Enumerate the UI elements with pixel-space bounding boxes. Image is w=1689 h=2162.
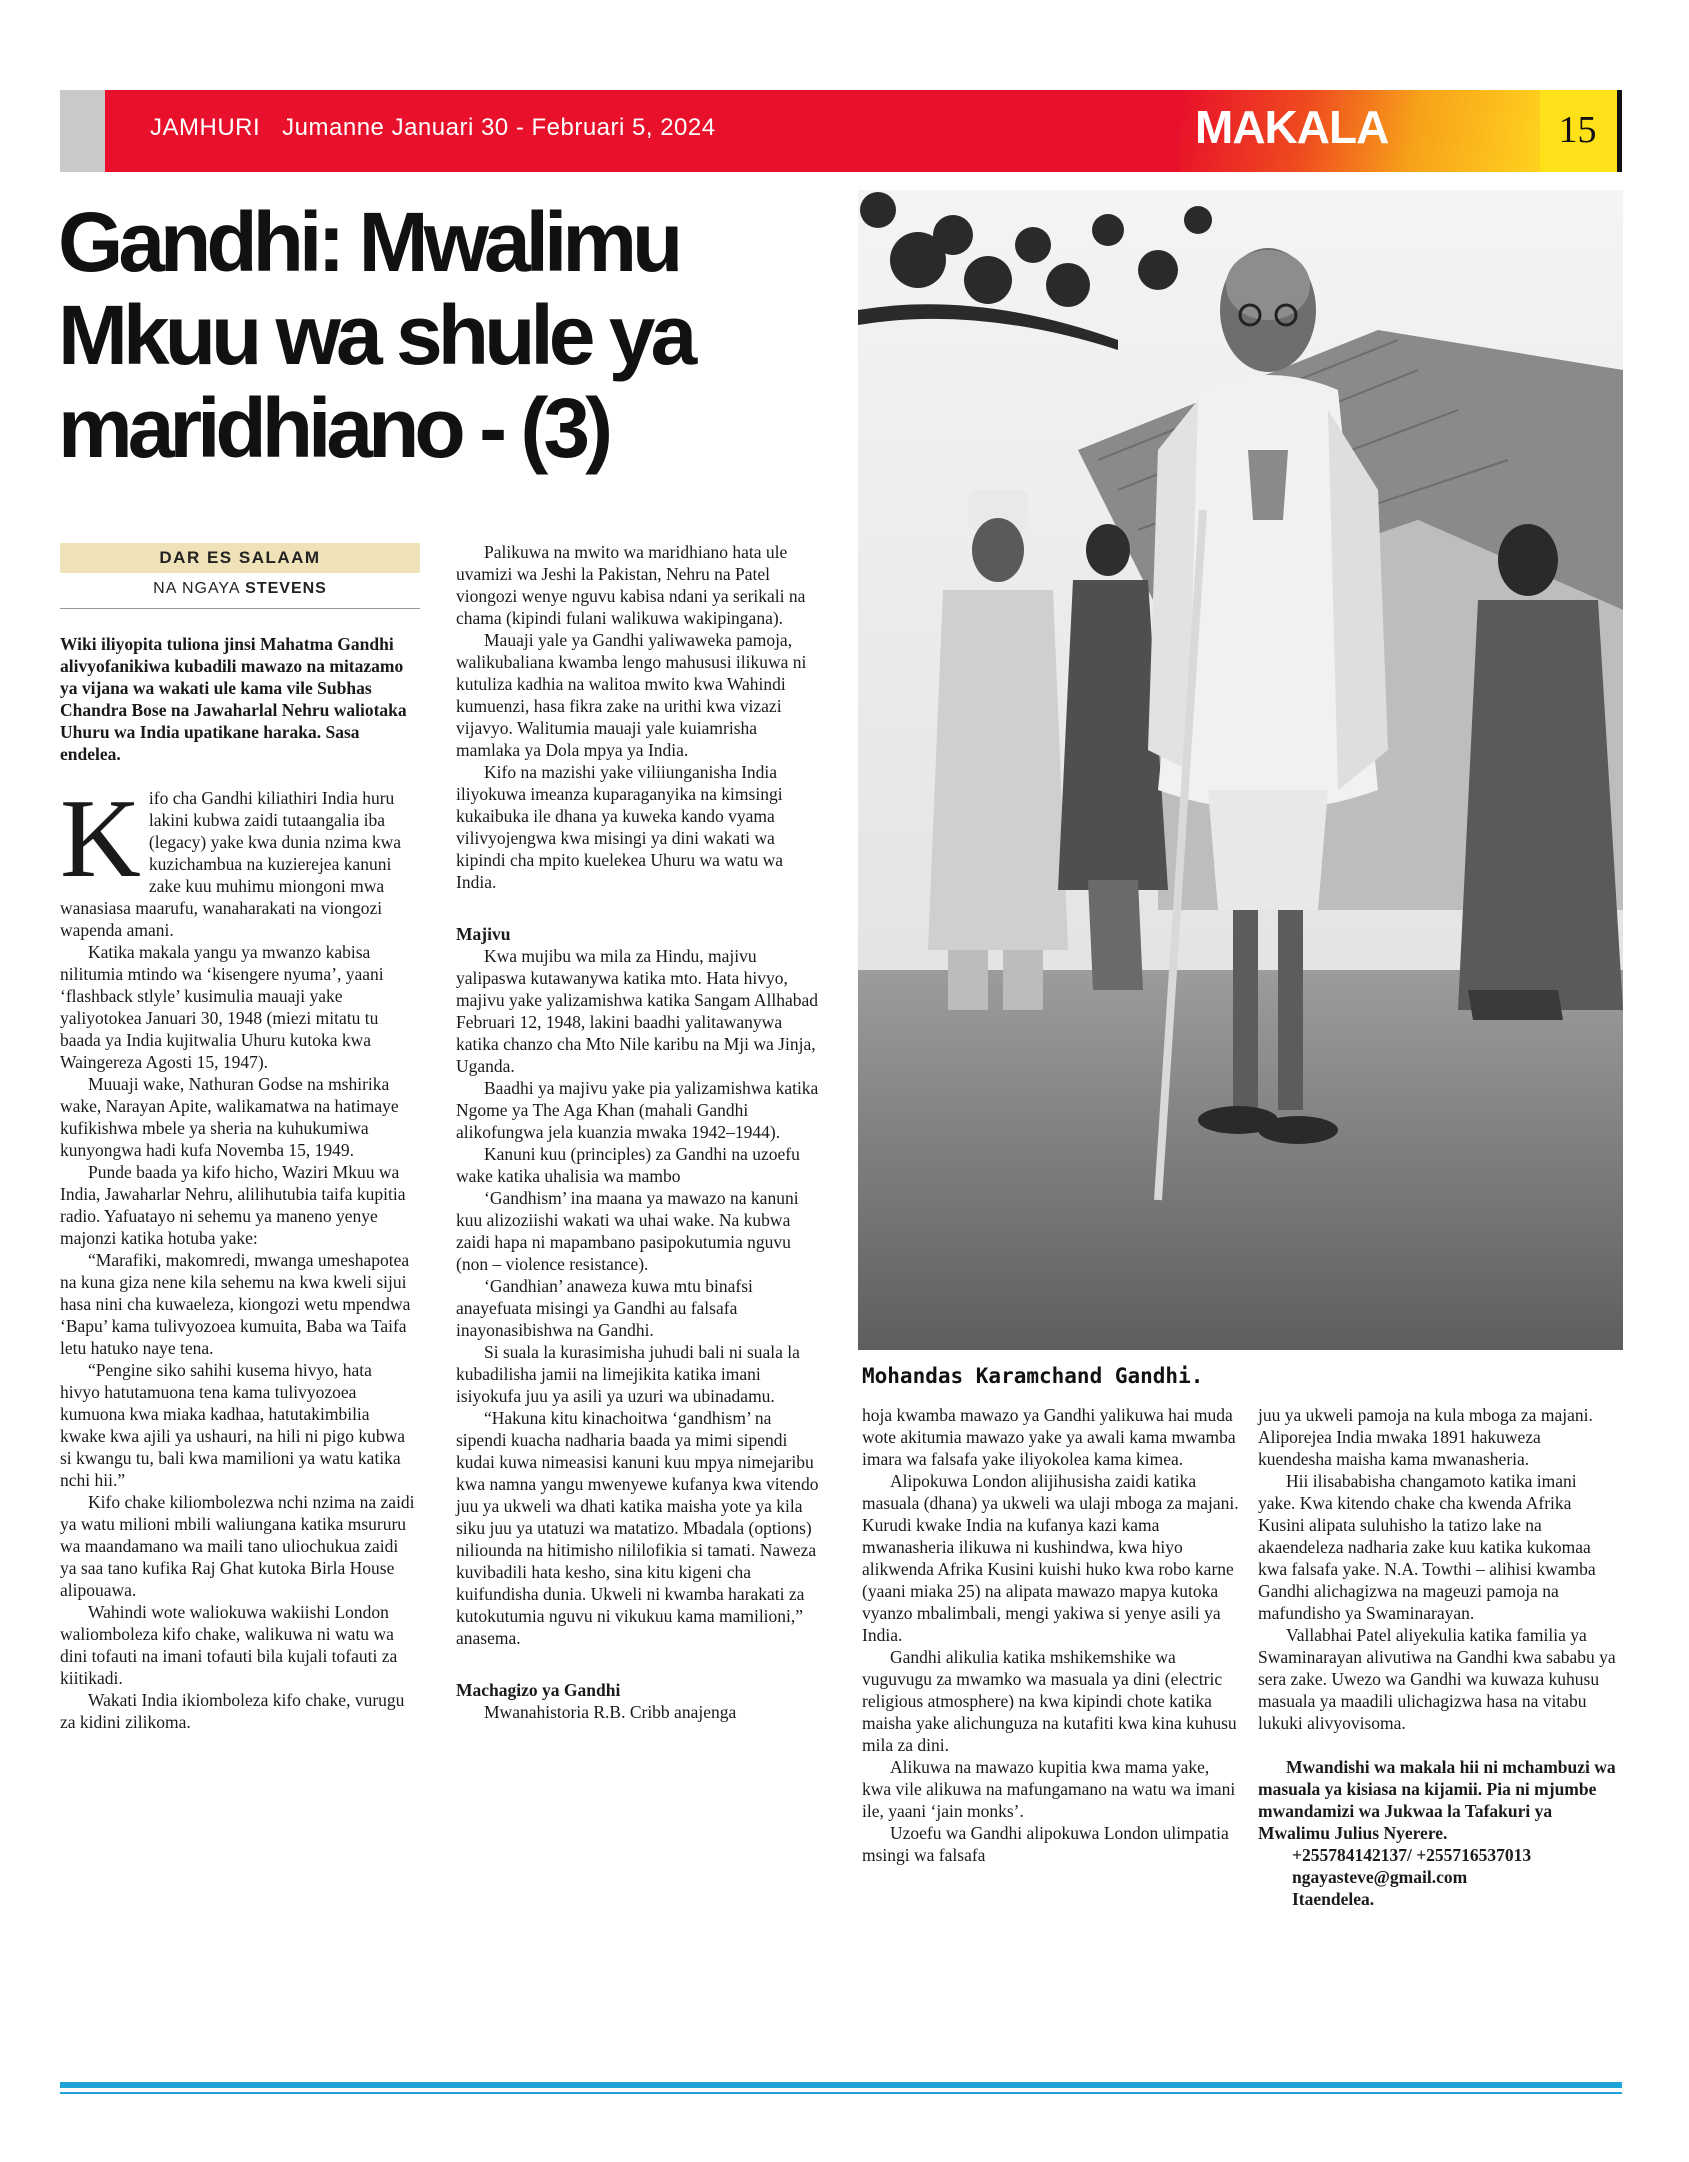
masthead <box>150 114 716 142</box>
paragraph: Kifo chake kiliombolezwa nchi nzima na zaidi ya watu milioni mbili waliungana katika msururu wa maandamano wa maili tano uliochukua zaidi ya saa tano kufika Raj Ghat kutoka Birla House alipouawa. <box>60 1492 415 1600</box>
paper-name: JAMHURI <box>150 114 261 141</box>
header-grey-block <box>60 90 105 172</box>
paragraph: Mauaji yale ya Gandhi yaliwaweka pamoja, walikubaliana kwamba lengo mahususi ilikuwa ni kutuliza kadhia na walitoa mwito kwa Wahindi kumuenzi, hasa fikra zake na urithi kwa vizazi vijavyo. Walitumia mauaji yale kuiamrisha mamlaka ya Dola mpya ya India. <box>456 630 807 760</box>
byline-name: STEVENS <box>245 580 327 597</box>
paragraph: “Hakuna kitu kinachoitwa ‘gandhism’ na sipendi kuacha nadharia baada ya mimi sipendi kudai kuwa nimeasisi kanuni kuu mpya nimejaribu kwa namna yangu mwenyewe kufanya kwa vitendo juu ya ukweli wa dhati katika maisha yote ya kila siku juu ya utatuzi wa matatizo. Mbadala (options) niliounda na hitimisho nililofikia si tamati. Naweza kuvibadili hata kesho, sina kitu kigeni cha kuifundisha dunia. Ukweli ni kwamba harakati za kutokutumia nguvu ni vikukuu kama mamilioni,” anasema. <box>456 1408 819 1648</box>
byline-rule <box>60 608 420 609</box>
headline: Gandhi: Mwalimu Mkuu wa shule ya maridhiano - (3) <box>58 195 693 475</box>
paragraph: “Marafiki, makomredi, mwanga umeshapotea na kuna giza nene kila sehemu na kwa kweli sijui hasa nini cha kuwaeleza, kiongozi wetu mpendwa ‘Bapu’ kama tulivyozoea kumuita, Baba wa Taifa letu hatuko naye tena. <box>60 1250 411 1358</box>
paragraph: “Pengine siko sahihi kusema hivyo, hata hivyo hatutamuona tena kama tulivyozoea kumuona kwa miaka kadhaa, hatutakimbilia kwake kwa ajili ya ushauri, na hili ni pigo kubwa si kwangu tu, bali kwa mamilioni ya watu katika nchi hii.” <box>60 1360 406 1490</box>
paragraph: Gandhi alikulia katika mshikemshike wa vuguvugu za mwamko wa masuala ya dini (electric religious atmosphere) na kwa kipindi chote katika maisha yake alichunguza na kutafiti kwa kina kuhusu mila za dini. <box>862 1647 1237 1755</box>
paragraph: ‘Gandhian’ anaweza kuwa mtu binafsi anayefuata misingi ya Gandhi au falsafa inayonasibishwa na Gandhi. <box>456 1276 753 1340</box>
article-column-3 <box>862 1404 1242 1866</box>
paragraph: Kanuni kuu (principles) za Gandhi na uzoefu wake katika uhalisia wa mambo <box>456 1144 800 1186</box>
paragraph: Si suala la kurasimisha juhudi bali ni suala la kubadilisha jamii na limejikita katika imani isiyokufa juu ya asili ya uzuri wa ubinadamu. <box>456 1342 800 1406</box>
photo-caption: Mohandas Karamchand Gandhi. <box>862 1364 1204 1388</box>
paragraph: Kifo na mazishi yake viliiunganisha India iliyokuwa imeanza kuparaganyika na kimsingi kukaibuka ile dhana ya kuweka kando vyama vilivyojengwa kwa misingi ya dini wakati wa kipindi cha mpito kuelekea Uhuru wa watu wa India. <box>456 762 784 892</box>
paragraph: juu ya ukweli pamoja na kula mboga za majani. Aliporejea India mwaka 1891 hakuweza kuendesha maisha kama mwanasheria. <box>1258 1405 1593 1469</box>
paragraph: Wakati India ikiomboleza kifo chake, vurugu za kidini zilikoma. <box>60 1690 405 1732</box>
article-column-1 <box>60 633 415 1733</box>
paragraph: Mwanahistoria R.B. Cribb anajenga <box>484 1702 737 1722</box>
subheading-majivu: Majivu <box>456 924 511 944</box>
section-label: MAKALA <box>1195 101 1389 153</box>
paragraph: Kwa mujibu wa mila za Hindu, majivu yalipaswa kutawanywa katika mto. Hata hivyo, majivu yake yalizamishwa katika Sangam Allhabad Februari 12, 1948, lakini baadhi yalitawanywa katika chanzo cha Mto Nile karibu na Mji wa Jinja, Uganda. <box>456 946 819 1076</box>
article-column-2 <box>456 541 821 1723</box>
paragraph: Vallabhai Patel aliyekulia katika familia ya Swaminarayan alivutiwa na Gandhi kwa sababu ya sera zake. Uwezo wa Gandhi wa kuwaza kuhusu masuala ya maadili ulichagizwa hasa na vitabu lukuki alivyovisoma. <box>1258 1625 1616 1733</box>
continues-note: Itaendelea. <box>1292 1889 1375 1909</box>
drop-cap: K <box>60 777 141 901</box>
standfirst: Wiki iliyopita tuliona jinsi Mahatma Gandhi alivyofanikiwa kubadili mawazo na mitazamo ya vijana wa wakati ule kama vile Subhas Chandra Bose na Jawaharlal Nehru waliotaka Uhuru wa India upatikane haraka. Sasa endelea. <box>60 634 407 764</box>
footer-rule <box>60 2082 1622 2088</box>
paragraph: Alipokuwa London alijihusisha zaidi katika masuala (dhana) ya ukweli wa ulaji mboga za majani. Kurudi kwake India na kufanya kazi kama mwanasheria ilikuwa ni kushindwa, kwa hiyo alikwenda Afrika Kusini kuishi huko kwa robo karne (yaani miaka 25) na alipata mawazo mapya kutoka vyanzo mbalimbali, mengi yakiwa si yenye asili ya India. <box>862 1471 1239 1645</box>
paragraph: Wahindi wote waliokuwa wakiishi London waliomboleza kifo chake, walikuwa ni watu wa dini tofauti na imani tofauti bila kujali tofauti za kiitikadi. <box>60 1602 398 1688</box>
byline <box>60 580 420 598</box>
paragraph: Palikuwa na mwito wa maridhiano hata ule uvamizi wa Jeshi la Pakistan, Nehru na Patel viongozi wenye nguvu kabisa ndani ya serikali na chama (kipindi fulani walikuwa wakipingana). <box>456 542 806 628</box>
byline-prefix: NA NGAYA <box>153 580 240 597</box>
page-header <box>60 90 1622 172</box>
gandhi-photo <box>858 190 1623 1350</box>
author-email: ngayasteve@gmail.com <box>1292 1867 1468 1887</box>
issue-date: Jumanne Januari 30 - Februari 5, 2024 <box>282 114 716 141</box>
subheading-machagizo: Machagizo ya Gandhi <box>456 1680 621 1700</box>
page-number: 15 <box>1558 109 1597 151</box>
author-phone: +255784142137/ +255716537013 <box>1292 1845 1532 1865</box>
paragraph: Alikuwa na mawazo kupitia kwa mama yake, kwa vile alikuwa na mafungamano na watu wa imani ile, yaani ‘jain monks’. <box>862 1757 1236 1821</box>
paragraph: Punde baada ya kifo hicho, Waziri Mkuu wa India, Jawaharlar Nehru, alilihutubia taifa kupitia radio. Yafuatayo ni sehemu ya maneno yenye majonzi katika hotuba yake: <box>60 1162 406 1248</box>
paragraph: hoja kwamba mawazo ya Gandhi yalikuwa hai muda wote akitumia mawazo yake ya awali kama mwamba imara wa falsafa yake iliyokolea kama kimea. <box>862 1405 1236 1469</box>
paragraph: Katika makala yangu ya mwanzo kabisa nilitumia mtindo wa ‘kisengere nyuma’, yaani ‘flashback stlyle’ kusimulia mauaji yake yaliyotokea Januari 30, 1948 (miezi mitatu tu baada ya India kujitwalia Uhuru kutoka kwa Waingereza Agosti 15, 1947). <box>60 942 384 1072</box>
paragraph: ‘Gandhism’ ina maana ya mawazo na kanuni kuu alizoziishi wakati wa uhai wake. Na kubwa zaidi hapa ni mapambano pasipokutumia nguvu (non – violence resistance). <box>456 1188 799 1274</box>
paragraph: Uzoefu wa Gandhi alipokuwa London ulimpatia msingi wa falsafa <box>862 1823 1229 1865</box>
paragraph: Muuaji wake, Nathuran Godse na mshirika wake, Narayan Apite, walikamatwa na hatimaye kufikishwa mbele ya sheria na kuhukumiwa kunyongwa hadi kufa Novemba 15, 1949. <box>60 1074 399 1160</box>
author-note: Mwandishi wa makala hii ni mchambuzi wa masuala ya kisiasa na kijamii. Pia ni mjumbe mwandamizi wa Jukwaa la Tafakuri ya Mwalimu Julius Nyerere. <box>1258 1757 1616 1843</box>
lead-paragraph <box>60 777 415 941</box>
header-end-rule <box>1617 90 1622 172</box>
paragraph: Baadhi ya majivu yake pia yalizamishwa katika Ngome ya The Aga Khan (mahali Gandhi alikofungwa jela kuanzia mwaka 1942–1944). <box>456 1078 819 1142</box>
paragraph: Hii ilisababisha changamoto katika imani yake. Kwa kitendo chake cha kwenda Afrika Kusini alipata suluhisho la tatizo lake na akaendeleza nadharia zake kuu katika kukomaa kwa falsafa yake. N.A. Towthi – alihisi kwamba Gandhi alichagizwa na mageuzi pamoja na mafundisho ya Swaminarayan. <box>1258 1471 1596 1623</box>
lead-text: ifo cha Gandhi kiliathiri India huru lakini kubwa zaidi tutaangalia iba (legacy) yake kwa dunia nzima kwa kuzichambua na kuzierejea kanuni zake kuu muhimu miongoni mwa wanasiasa maarufu, wanaharakati na viongozi wapenda amani. <box>60 788 402 940</box>
dateline: DAR ES SALAAM <box>60 543 420 573</box>
article-column-4 <box>1258 1404 1618 1910</box>
footer-rule-thin <box>60 2092 1622 2094</box>
